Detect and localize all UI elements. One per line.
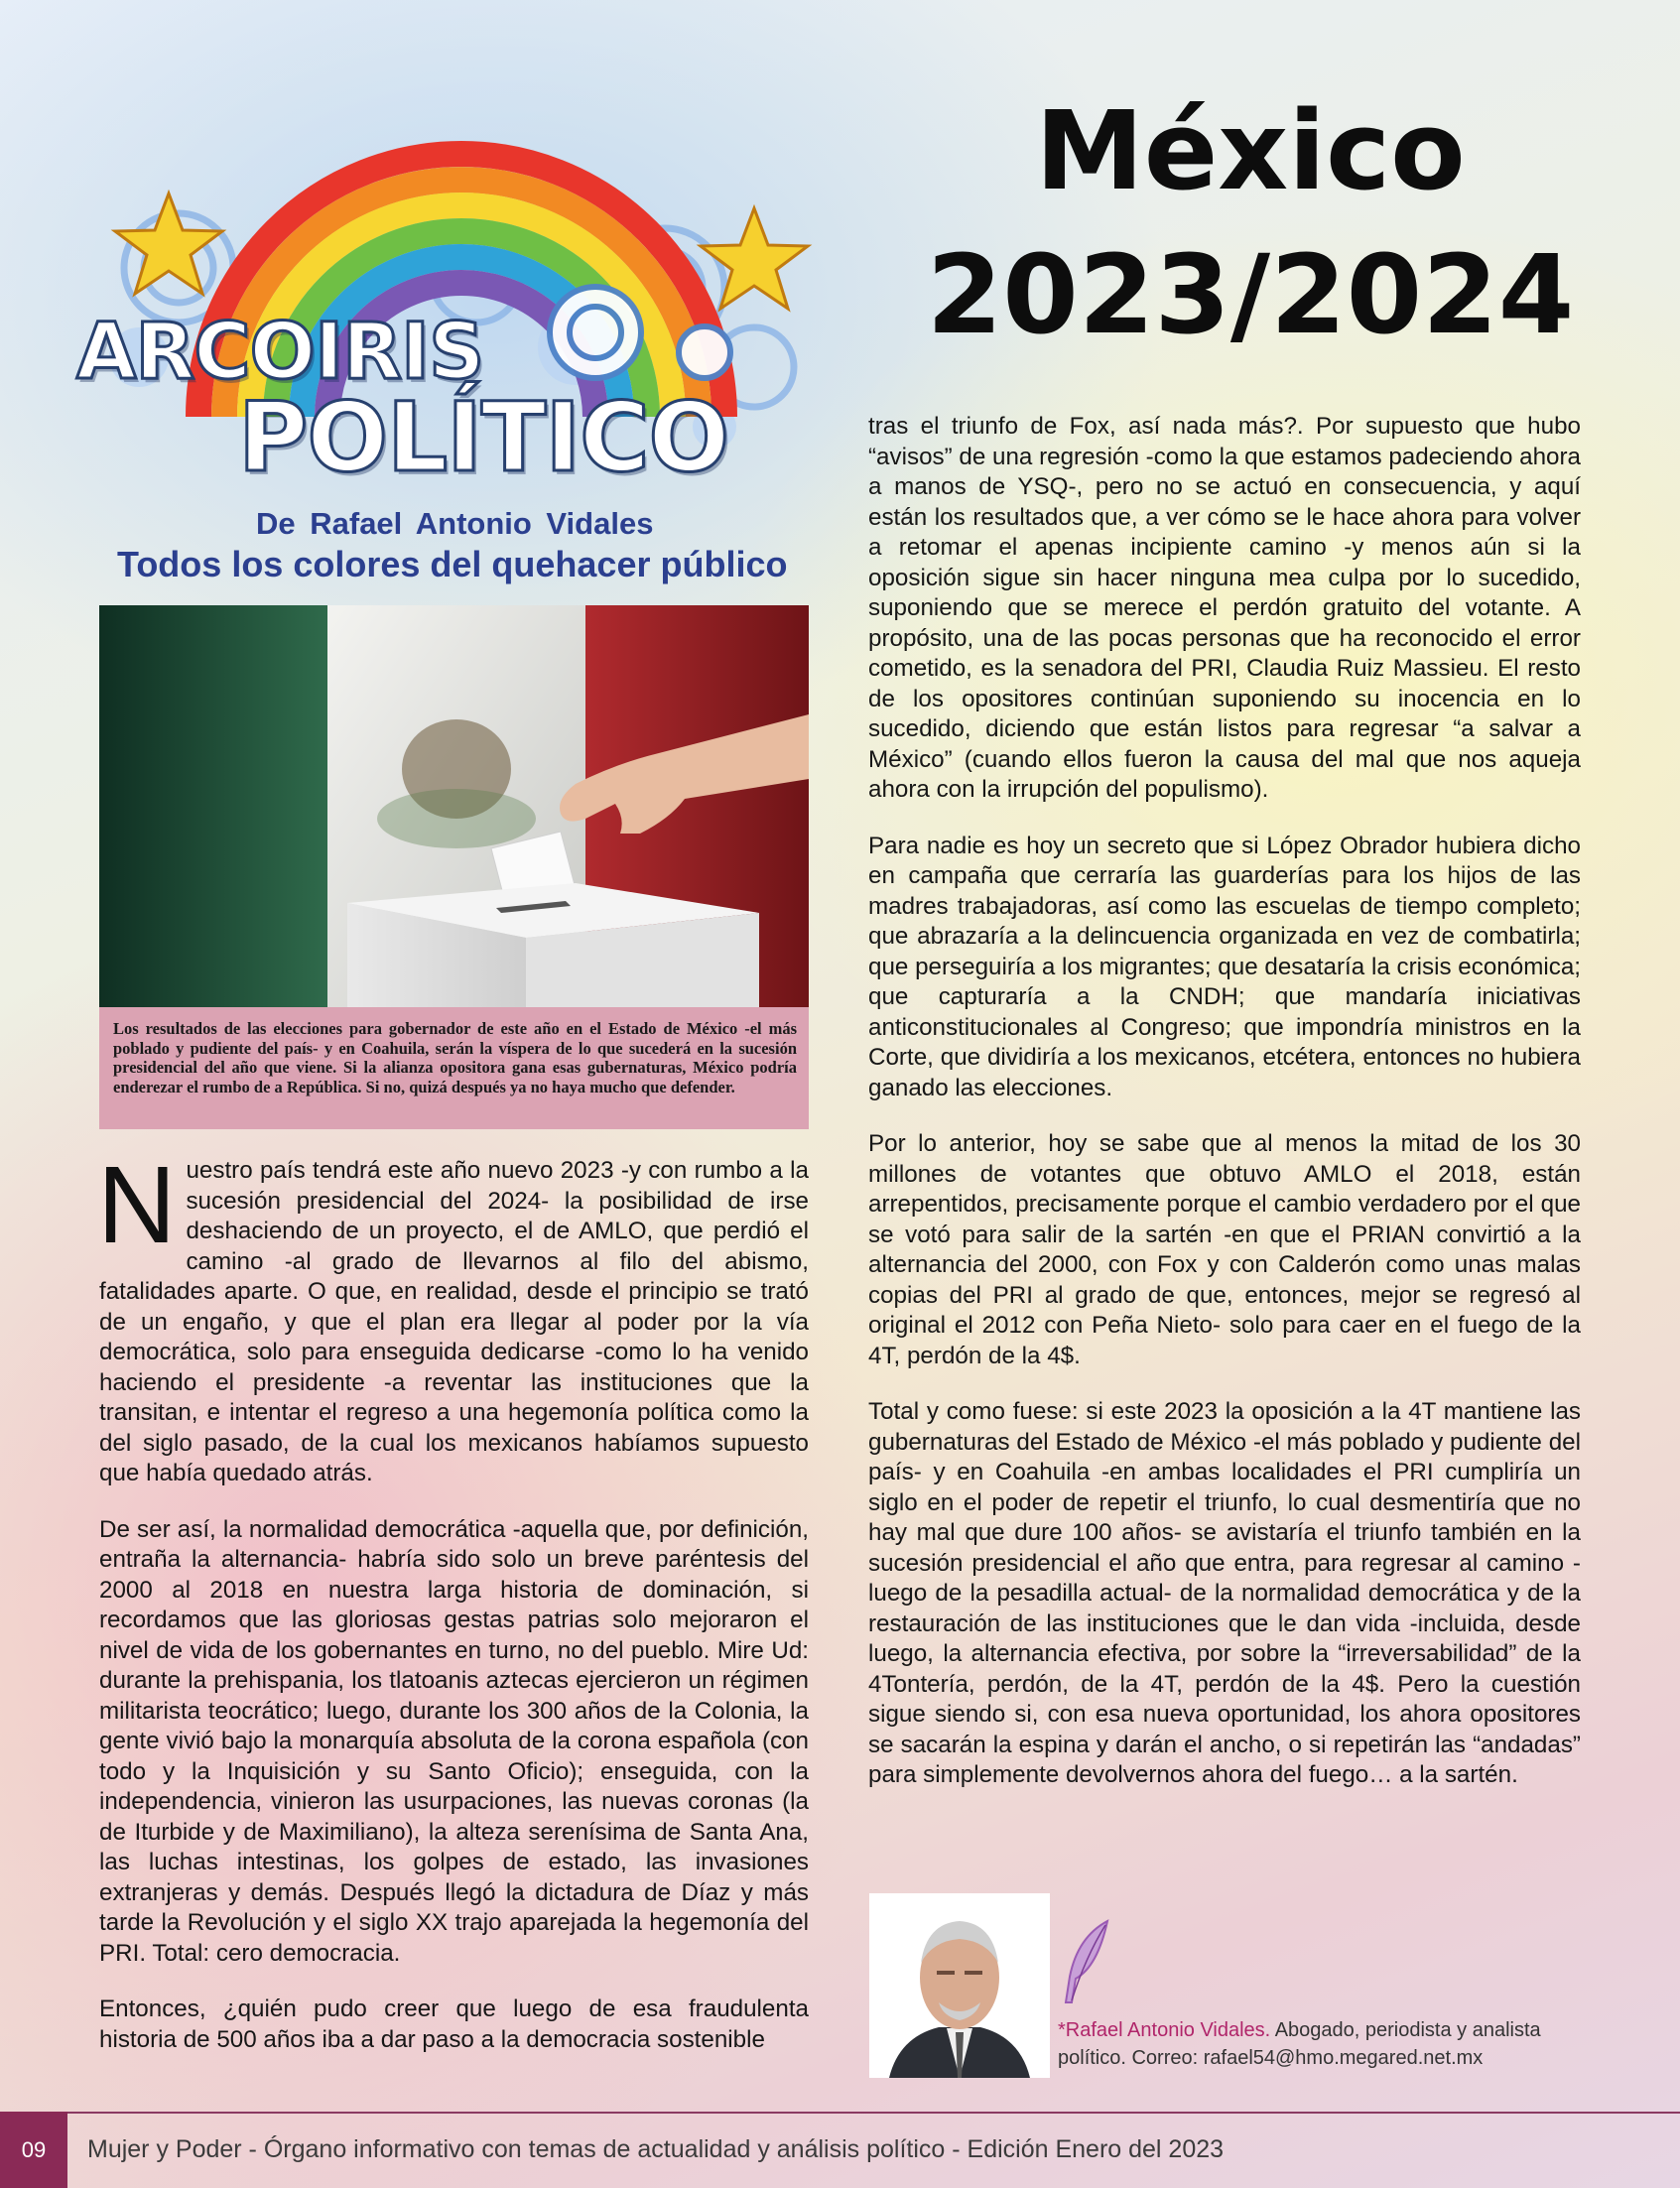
footer-rule (0, 2112, 1680, 2114)
logo-text-politico: POLÍTICO (238, 382, 729, 493)
article-paragraph-1 (97, 1144, 809, 1489)
article-paragraph-2: De ser así, la normalidad democrática -aquella que, por definición, entraña la alternancia- habría sido solo un breve paréntesis del 2000 al 2018 en nuestra larga historia de dominación, si recordamos que las gloriosas gestas patrias solo mejoraron el nivel de vida de los gobernantes en turno, no del pueblo. Mire Ud: durante la prehispania, los tlatoanis aztecas ejercieron un régimen militarista teocrático; luego, durante los 300 años de la Colonia, la gente vivió bajo la monarquía absoluta de la corona española (con todo y la Inquisición y su Santo Oficio); enseguida, con la independencia, vinieron las usurpaciones, las nuevas coronas (la de Iturbide y de Maximiliano), la alteza serenísima de Santa Ana, las luchas intestinas, los golpes de estado, las invasiones extranjeras y demás. Después llegó la dictadura de Díaz y más tarde la Revolución y el siglo XX trajo aparejada la hegemonía del PRI. Total: cero democracia. (99, 1515, 809, 1967)
article-paragraph-5: Para nadie es hoy un secreto que si López Obrador hubiera dicho en campaña que cerraría las guarderías para los hijos de las madres trabajadoras, así como las escuelas de tiempo completo; que abrazaría a la delincuencia organizada en vez de combatirla; que perseguiría a los migrantes; que desataría la crisis económica; que capturaría a la CNDH; que mandaría iniciativas anticonstitucionales al Congreso; que impondría ministros en la Corte, que dividiría a los mexicanos, etcétera, entonces no hubiera ganado las elecciones. (868, 832, 1581, 1101)
article-title-line2: 2023/2024 (926, 231, 1575, 358)
star-left-icon (115, 193, 222, 294)
article-paragraph-1-text: uestro país tendrá este año nuevo 2023 -y con rumbo a la sucesión presidencial del 2024- la posibilidad de irse deshaciendo de un proyecto, el de AMLO, que perdió el camino -al grado de llevarnos al filo del abismo, fatalidades aparte. O que, en realidad, desde el principio se trató de un engaño, y que el plan era llegar al poder por la vía democrática, solo para enseguida dedicarse -como lo ha venido haciendo el presidente -a reventar las instituciones que la transitan, e intentar el regreso a una hegemonía política como la del siglo pasado, de la cual los mexicanos habíamos supuesto que había quedado atrás. (99, 1157, 809, 1486)
author-bio: Abogado, periodista y analista político. Correo: rafael54@hmo.megared.net.mx (1058, 2019, 1541, 2069)
column-subtitle: Todos los colores del quehacer público (117, 544, 788, 584)
logo-text-arcoiris: ARCOIRIS (76, 308, 484, 397)
article-paragraph-3: Entonces, ¿quién pudo creer que luego de esa fraudulenta historia de 500 años iba a dar paso a la democracia sostenible (99, 1995, 809, 2053)
photo-caption: Los resultados de las elecciones para gobernador de este año en el Estado de México -el más poblado y pudiente del país- y en Coahuila, serán la víspera de lo que sucederá en la sucesión presidencial del año que viene. Si la alianza opositora gana esas gubernaturas, México podría enderezar el rumbo de a República. Si no, quizá después ya no haya mucho que defender. (99, 1007, 809, 1129)
drop-cap: N (97, 1144, 177, 1266)
footer-publication-text: Mujer y Poder - Órgano informativo con temas de actualidad y análisis político - Edición Enero del 2023 (87, 2135, 1225, 2163)
feather-icon (1058, 1917, 1113, 2006)
star-right-icon (701, 208, 808, 309)
author-note (1058, 2016, 1614, 2072)
page-number: 09 (0, 2112, 67, 2188)
article-title-line1: México (1035, 87, 1466, 214)
article-paragraph-6: Por lo anterior, hoy se sabe que al menos la mitad de los 30 millones de votantes que obtuvo AMLO el 2018, están arrepentidos, precisamente porque el cambio verdadero por el que se votó para salir de la sartén -en que el PRIAN convirtió a la alternancia del 2000, con Fox y con Calderón como unas malas copias del PRI al grado de que, entonces, mejor se regresó al original el 2012 con Peña Nieto- solo para caer en el fuego de la 4T, perdón de la 4$. (868, 1130, 1581, 1369)
article-title (853, 79, 1647, 367)
column-byline: De Rafael Antonio Vidales (256, 506, 654, 541)
article-column-right (868, 412, 1581, 1817)
ballot-box-photo (99, 605, 809, 1007)
article-paragraph-7: Total y como fuese: si este 2023 la oposición a la 4T mantiene las gubernaturas del Estado de México -el más poblado y pudiente del país- y en Coahuila -en ambas localidades el PRI cumpliría un siglo en el poder de repetir el triunfo, lo cual desmentiría que no hay mal que dure 100 años- se avistaría el triunfo también en la sucesión presidencial el año que entra, para regresar al camino -luego de la pesadilla actual- de la normalidad democrática y de la restauración de las instituciones que le dan vida -incluida, desde luego, la alternancia efectiva, por sobre la “irreversabilidad” de la 4Tontería, perdón, de la 4T, perdón de la 4$. Pero la cuestión sigue siendo si, con esa nueva oportunidad, los ahora opositores se sacarán la espina y darán el ancho, o si repetirán las “andadas” para simplemente devolvernos ahora del fuego… a la sartén. (868, 1398, 1581, 1788)
author-name: *Rafael Antonio Vidales. (1058, 2019, 1271, 2041)
article-column-left (97, 1144, 809, 2081)
article-paragraph-4: tras el triunfo de Fox, así nada más?. Por supuesto que hubo “avisos” de una regresión -como la que estamos padeciendo ahora a manos de YSQ-, pero no se actuó en consecuencia, y aquí están los resultados que, a ver cómo se le hace ahora para volver a retomar el apenas incipiente camino -y menos aún si la oposición sigue sin hacer ninguna mea culpa por lo sucedido, suponiendo que se merece el perdón gratuito del votante. A propósito, una de las pocas personas que ha reconocido el error cometido, es la senadora del PRI, Claudia Ruiz Massieu. El resto de los opositores continúan suponiendo su inocencia en lo sucedido, diciendo que están listos para regresar “a salvar a México” (cuando ellos fueron la causa del mal que nos aqueja ahora con la irrupción del populismo). (868, 413, 1581, 803)
arcoiris-politico-logo (60, 99, 853, 536)
author-portrait (869, 1893, 1050, 2078)
